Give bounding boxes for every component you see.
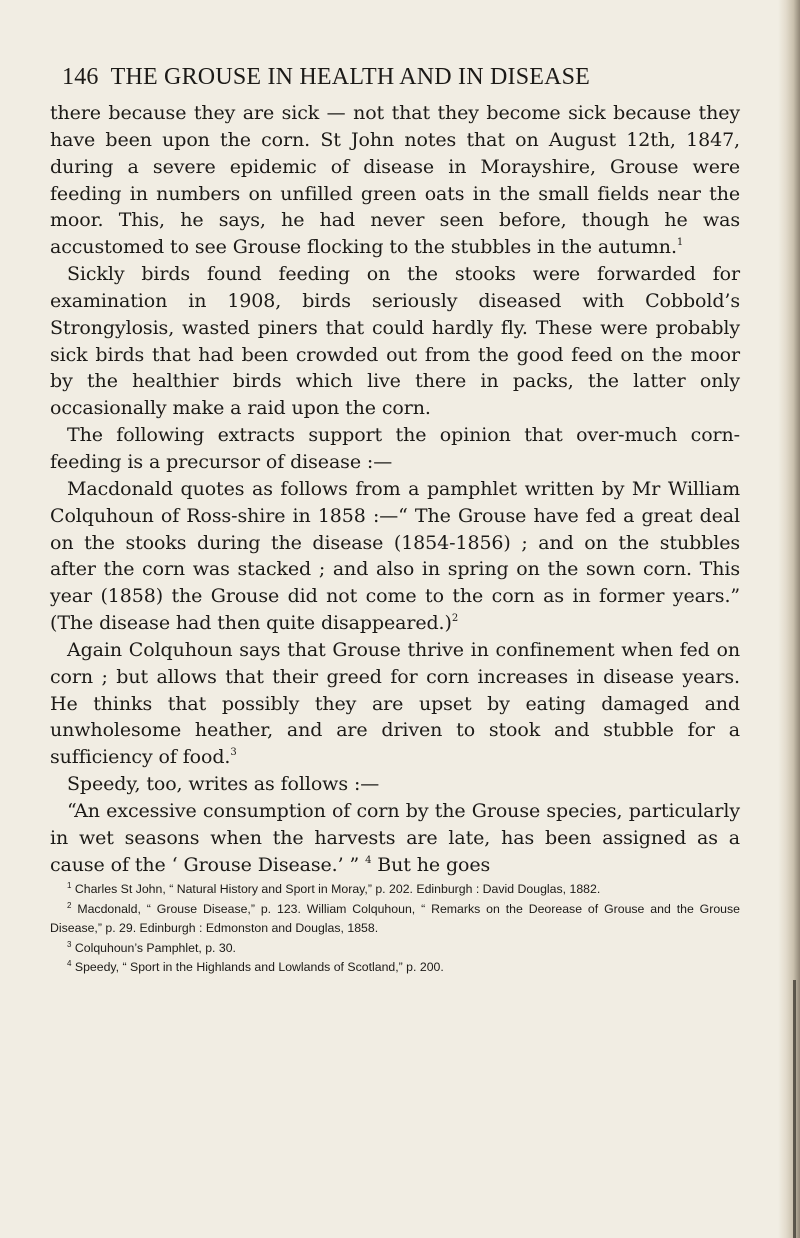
page-number: 146 [62,64,99,90]
footnote-2-text: Macdonald, “ Grouse Disease,” p. 123. William Colquhoun, “ Remarks on the Deorease of Grouse and the Grouse Disease,” p. 29. Edinburgh : Edmonston and Douglas, 1858. [50,901,740,936]
footnote-1-marker: 1 [67,881,72,891]
footnote-4-text: Speedy, “ Sport in the Highlands and Lowlands of Scotland,” p. 200. [71,960,444,975]
footnote-2 [50,900,740,939]
paragraph-1-text: there because they are sick — not that they become sick because they have been upon the corn. St John notes that on August 12th, 1847, during a severe epidemic of disease in Morayshire, Grouse were feeding in numbers on unfilled green oats in the small fields near the moor. This, he says, he had never seen before, though he was accustomed to see Grouse flocking to the stubbles in the autumn. [50,102,740,259]
paragraph-5-text: Again Colquhoun says that Grouse thrive in confinement when fed on corn ; but allows that their greed for corn increases in disease years. He thinks that possibly they are upset by eating damaged and unwholesome heather, and are driven to stook and stubble for a sufficiency of food. [50,638,740,769]
paragraph-7-tail: But he goes [371,853,491,876]
footnotes [50,880,740,977]
paragraph-2: Sickly birds found feeding on the stooks were forwarded for examination in 1908, birds seriously diseased with Cobbold’s Strongylosis, wasted piners that could hardly fly. These were probably sick birds that had been crowded out from the good feed on the moor by the healthier birds which live there in packs, the latter only occasionally make a raid upon the corn. [50,263,740,420]
footnote-ref-4: 4 [365,854,372,866]
footnote-3-marker: 3 [67,939,72,949]
paragraph-4 [50,476,740,637]
paragraph-7-quote: “An excessive consumption of corn by the Grouse species, particularly in wet seasons when the harvests are late, has been assigned as a cause of the ‘ Grouse Disease.’ ” [50,799,740,876]
running-header [62,62,740,92]
footnote-1-text: Charles St John, “ Natural History and Sport in Moray,” p. 202. Edinburgh : David Douglas, 1882. [71,882,601,897]
footnote-2-marker: 2 [67,900,72,910]
footnote-1 [50,880,740,899]
paragraph-7 [50,798,740,879]
page-edge-line [793,980,796,1238]
paragraph-5 [50,637,740,771]
footnote-3-text: Colquhoun’s Pamphlet, p. 30. [71,940,236,955]
book-page [50,62,740,978]
running-title: THE GROUSE IN HEALTH AND IN DISEASE [110,64,591,90]
footnote-4-marker: 4 [67,959,72,969]
footnote-3 [50,939,740,958]
footnote-ref-1: 1 [676,237,684,249]
footnote-4 [50,958,740,977]
paragraph-1 [50,100,740,261]
page-edge-shadow [778,0,800,1238]
paragraph-6: Speedy, too, writes as follows :— [67,773,380,796]
body-text [50,100,740,878]
paragraph-3: The following extracts support the opinion that over-much corn-feeding is a precursor of disease :— [50,424,740,473]
paragraph-4-text: Macdonald quotes as follows from a pamphlet written by Mr William Colquhoun of Ross-shire in 1858 :—“ The Grouse have fed a great deal on the stooks during the disease (1854-1856) ; and on the stubbles after the corn was stacked ; and also in spring on the sown corn. This year (1858) the Grouse did not come to the corn as in former years.” (The disease had then quite disappeared.) [50,477,740,635]
footnote-ref-2: 2 [451,613,459,625]
footnote-ref-3: 3 [230,747,237,759]
